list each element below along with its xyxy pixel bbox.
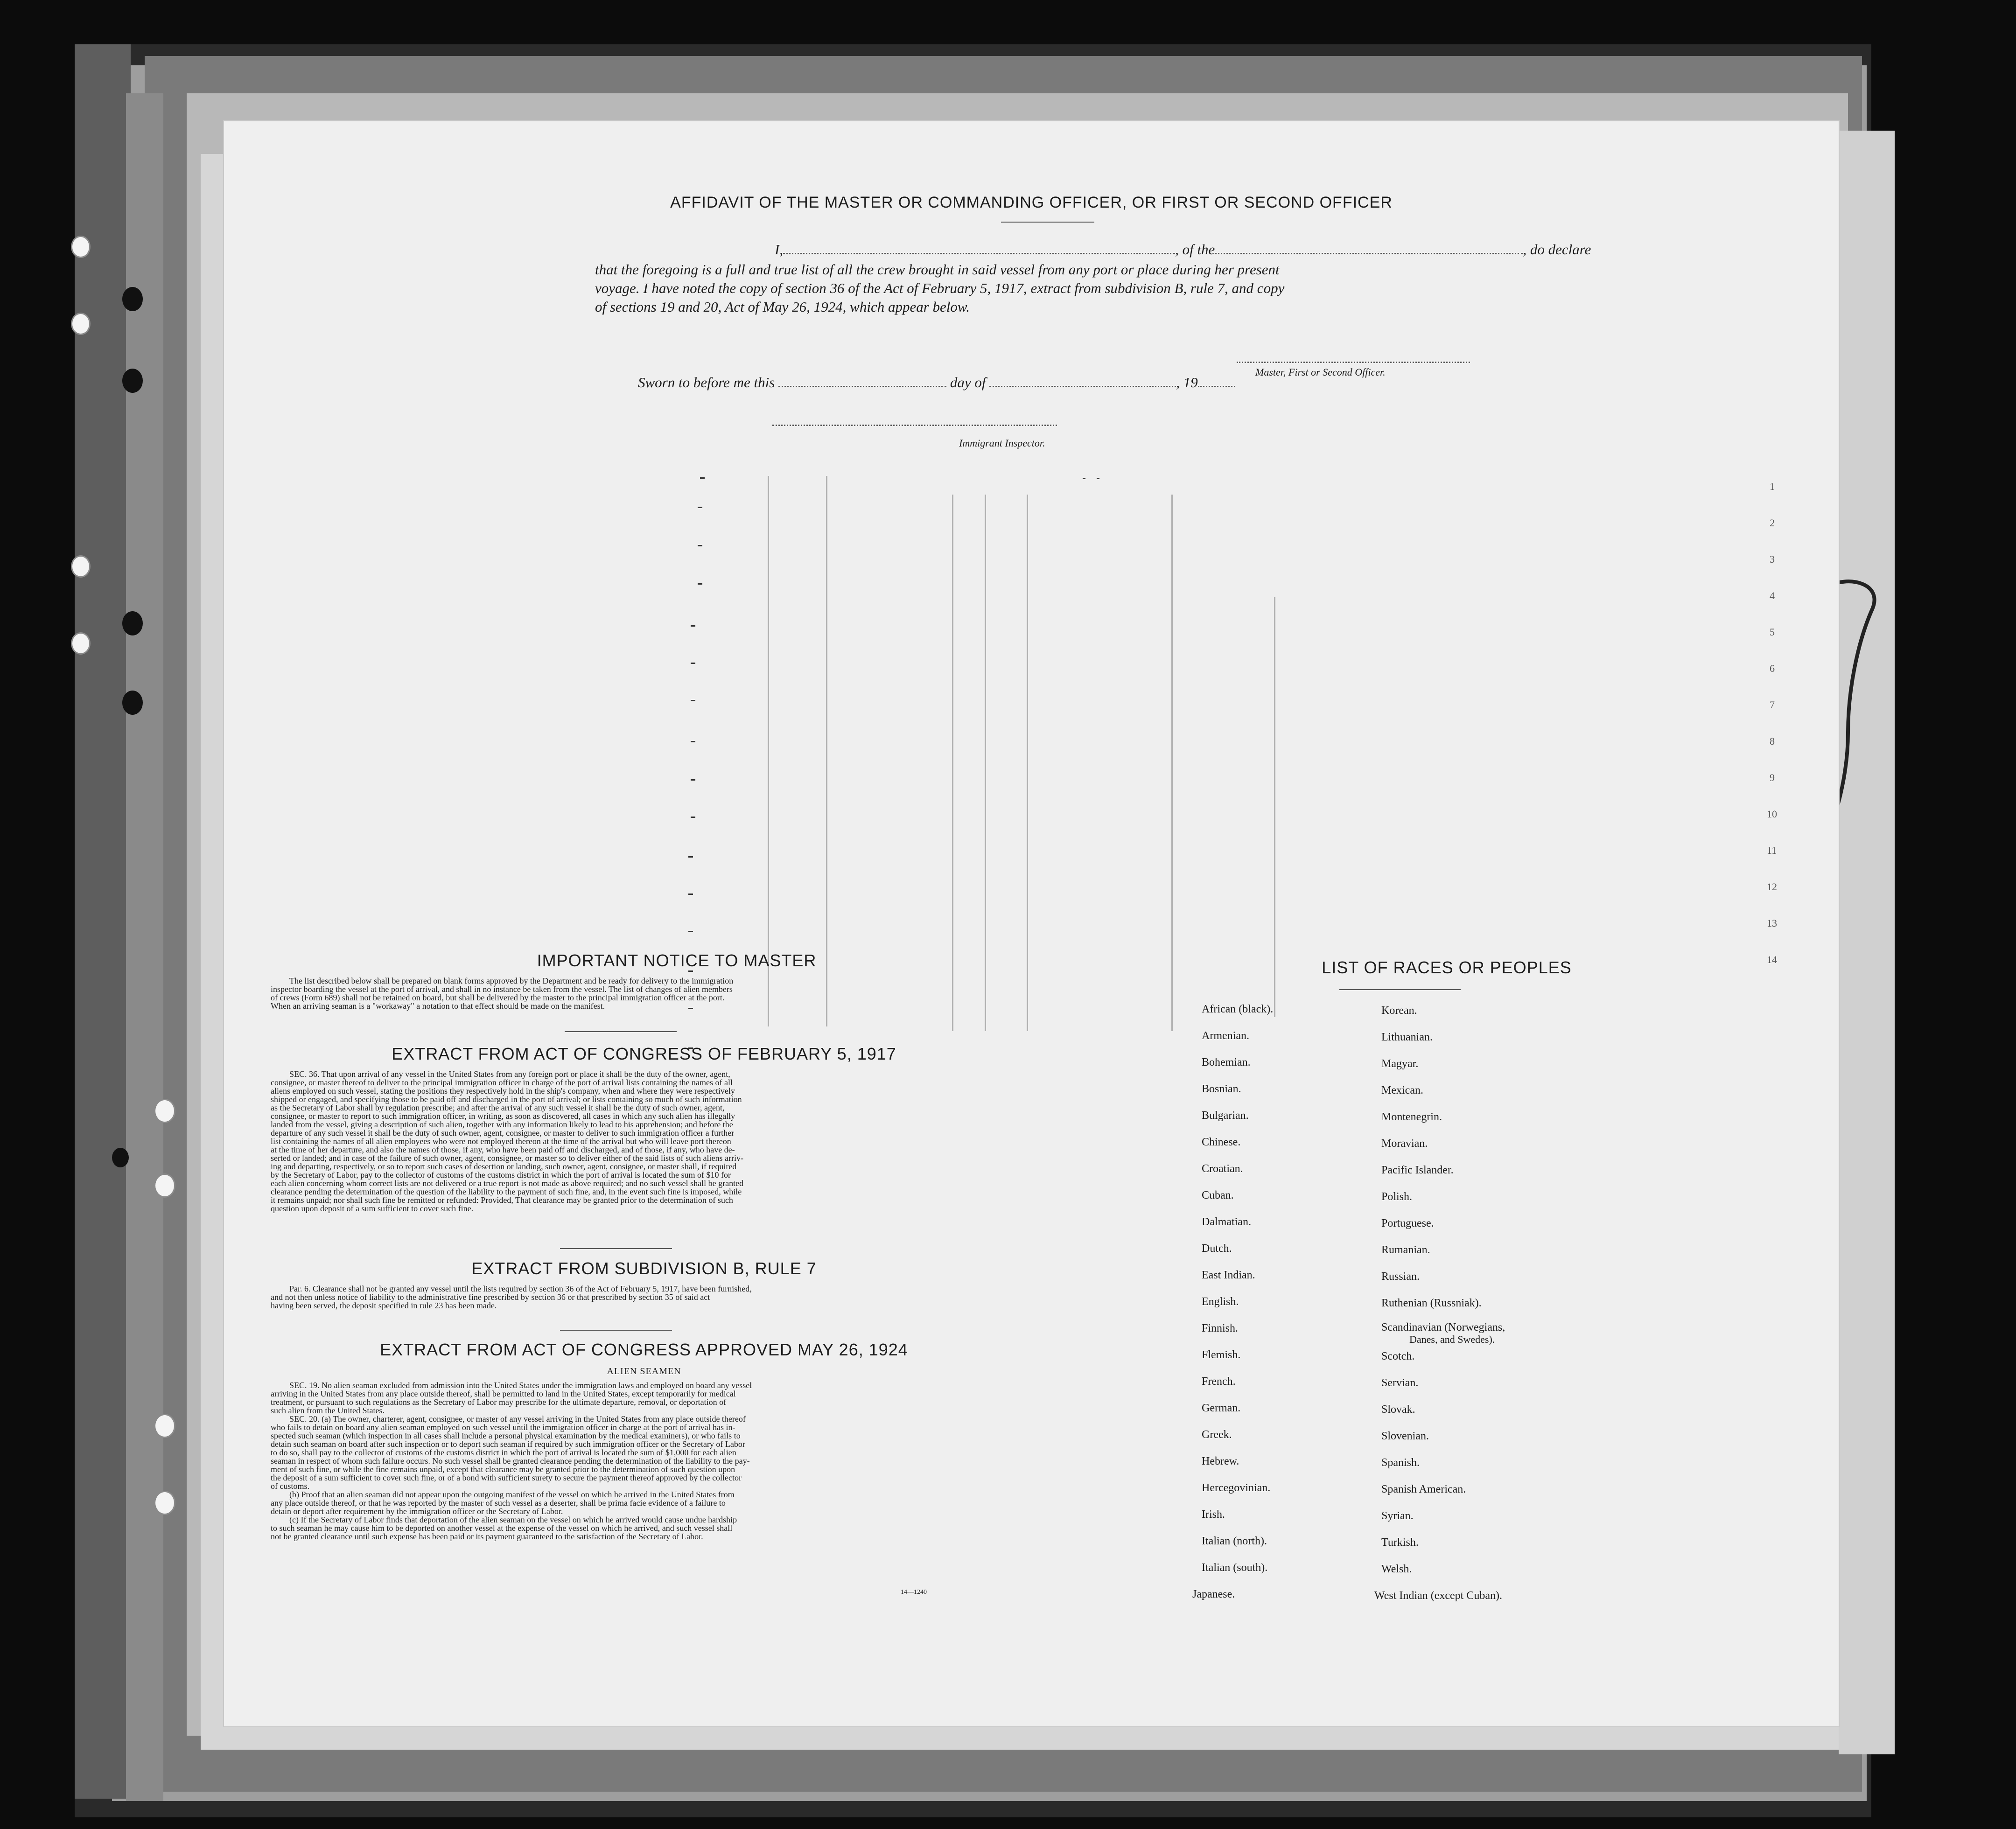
extract-line: detain or deport after requirement by the immigration officer or the Secretary of Labor.: [271, 1507, 563, 1516]
punch-hole: [71, 236, 91, 258]
notice-title: IMPORTANT NOTICE TO MASTER: [537, 951, 817, 970]
bleed-line: [1171, 495, 1173, 1031]
race-item: Slovak.: [1381, 1403, 1415, 1416]
race-item: Flemish.: [1202, 1349, 1241, 1361]
inspector-signature-field[interactable]: [772, 420, 1057, 426]
margin-number: 11: [1767, 845, 1777, 856]
race-item: Spanish American.: [1381, 1483, 1466, 1495]
bleed-tick: [688, 856, 693, 858]
margin-number: 13: [1767, 917, 1777, 929]
race-item: Polish.: [1381, 1191, 1413, 1203]
race-item: Scotch.: [1381, 1350, 1415, 1362]
affidavit-title: AFFIDAVIT OF THE MASTER OR COMMANDING OFFICER, OR FIRST OR SECOND OFFICER: [670, 194, 1393, 211]
race-item: Chinese.: [1202, 1136, 1241, 1148]
extract-line: to such seaman he may cause him to be deported on another vessel at the expense of the vessel on which he arrived, and such vessel shall: [271, 1523, 733, 1533]
punch-hole: [154, 1414, 175, 1438]
margin-number: 5: [1770, 626, 1775, 638]
punch-hole: [154, 1173, 175, 1198]
section-rule: [560, 1330, 672, 1331]
race-item: Finnish.: [1202, 1322, 1239, 1334]
alien-seamen-subtitle: ALIEN SEAMEN: [607, 1366, 681, 1376]
bleed-tick: [691, 625, 695, 627]
race-item: Japanese.: [1192, 1588, 1235, 1600]
race-item: Moravian.: [1381, 1138, 1428, 1150]
race-item: English.: [1202, 1296, 1239, 1308]
margin-number: 2: [1770, 517, 1775, 529]
bleed-tick: [691, 779, 695, 781]
extract-line: by the Secretary of Labor, pay to the collector of customs of the customs district in which the port of arrival is located the sum of $10 for: [271, 1170, 731, 1180]
race-item: Croatian.: [1202, 1163, 1243, 1175]
sworn-year-field[interactable]: [1198, 386, 1235, 387]
race-item: French.: [1202, 1375, 1236, 1388]
punch-hole: [122, 287, 143, 311]
extract-line: serted or landed; and in case of the failure of such owner, agent, consignee, or master so to deliver either of the said lists of such aliens arriv-: [271, 1153, 743, 1163]
race-item: Bosnian.: [1202, 1083, 1241, 1095]
race-item: Dalmatian.: [1202, 1216, 1251, 1228]
sworn-line: [638, 373, 1235, 392]
bleed-tick: [688, 970, 693, 972]
year-label: , 19: [1176, 374, 1198, 391]
extract-line: of customs.: [271, 1481, 309, 1491]
margin-number: 10: [1767, 808, 1777, 820]
bleed-tick: [691, 663, 695, 664]
extract-line: ing and departing, respectively, or so to report such cases of desertion or landing, such owner, agent, consignee, or master shall, if required: [271, 1162, 737, 1171]
extract-line: such alien from the United States.: [271, 1406, 385, 1415]
binding-strip: [75, 44, 131, 1799]
title-rule: [1001, 222, 1094, 223]
race-item: Hercegovinian.: [1202, 1482, 1271, 1494]
punch-hole: [122, 691, 143, 715]
margin-number: 4: [1770, 590, 1775, 601]
extract-line: who fails to detain on board any alien seaman employed on such vessel until the immigration officer in charge at the port of arrival has in-: [271, 1423, 735, 1432]
extract-line: any place outside thereof, or that he was reported by the master of such vessel as a deserter, shall be prima facie evidence of a failure to: [271, 1498, 726, 1508]
race-item: Syrian.: [1381, 1510, 1414, 1522]
sworn-label: Sworn to before me this: [638, 374, 775, 391]
race-item: Scandinavian (Norwegians,: [1381, 1321, 1505, 1333]
bleed-tick: [691, 817, 695, 818]
bleed-tick: [698, 583, 702, 585]
underlying-page-edge: [1839, 131, 1895, 1754]
race-item: Pacific Islander.: [1381, 1164, 1454, 1176]
extract-line: (c) If the Secretary of Labor finds that deportation of the alien seaman on the vessel on which he arrived would cause undue hardship: [289, 1515, 737, 1524]
extract-1924-body: [271, 1381, 1027, 1541]
bleed-line: [826, 476, 827, 1026]
punch-hole: [71, 632, 91, 655]
vessel-field[interactable]: [1215, 253, 1523, 254]
bleed-line: [768, 476, 769, 1026]
race-item-continued: Danes, and Swedes).: [1409, 1333, 1495, 1345]
section-rule: [565, 1031, 677, 1032]
extract-line: aliens employed on such vessel, stating the positions they respectively hold in the ship's company, when and where they were respectively: [271, 1086, 735, 1096]
punch-hole: [71, 555, 91, 578]
sworn-month-field[interactable]: [989, 386, 1176, 387]
extract-line: not be granted clearance until such expense has been paid or its payment guaranteed to the satisfaction of the Secretary of Labor.: [271, 1532, 703, 1541]
margin-number: 6: [1770, 663, 1775, 674]
margin-number: 12: [1767, 881, 1777, 893]
inspector-label: Immigrant Inspector.: [959, 437, 1045, 449]
punch-hole: [122, 369, 143, 393]
race-item: Portuguese.: [1381, 1217, 1434, 1229]
extract-line: SEC. 36. That upon arrival of any vessel in the United States from any foreign port or place it shall be the duty of the owner, agent,: [289, 1069, 730, 1079]
punch-hole: [154, 1099, 175, 1123]
extract-line: Par. 6. Clearance shall not be granted any vessel until the lists required by section 36 of the Act of February 5, 1917, have been furnished,: [289, 1284, 752, 1293]
race-item: Slovenian.: [1381, 1430, 1429, 1442]
punch-hole: [122, 611, 143, 635]
extract-line: to do so, shall pay to the collector of customs of the customs district in which the port of arrival is located the sum of $1,000 for each alien: [271, 1448, 736, 1457]
extract-line: question upon deposit of a sum sufficient to cover such fine.: [271, 1204, 474, 1213]
extract-line: having been served, the deposit specified in rule 23 has been made.: [271, 1301, 497, 1310]
race-item: Rumanian.: [1381, 1244, 1430, 1256]
race-item: Armenian.: [1202, 1030, 1249, 1042]
do-declare-label: , do declare: [1523, 241, 1591, 258]
bleed-tick: [1083, 478, 1085, 479]
race-item: Korean.: [1381, 1005, 1417, 1017]
notice-line: When an arriving seaman is a "workaway" a notation to that effect should be made on the manifest.: [271, 1001, 605, 1011]
extract-line: detain such seaman on board after such inspection or to deport such seaman if required by such immigration officer or the Secretary of Labor: [271, 1439, 745, 1449]
race-item: Servian.: [1381, 1377, 1419, 1389]
statement-line-2: voyage. I have noted the copy of section 36 of the Act of February 5, 1917, extract from subdivision B, rule 7, and copy: [595, 280, 1285, 296]
races-title: LIST OF RACES OR PEOPLES: [1322, 958, 1572, 977]
bleed-tick: [698, 507, 702, 508]
statement-line-1: that the foregoing is a full and true list of all the crew brought in said vessel from any port or place during her present: [595, 261, 1280, 278]
extract-line: and not then unless notice of liability to the administrative fine prescribed by section 36 or that prescribed by section 35 of said act: [271, 1292, 710, 1302]
extract-rule7-body: [271, 1284, 1027, 1310]
race-item: Italian (north).: [1202, 1535, 1267, 1547]
margin-number: 14: [1767, 954, 1777, 965]
bleed-tick: [1097, 478, 1099, 479]
punch-hole: [71, 313, 91, 335]
margin-number: 3: [1770, 553, 1775, 565]
race-item: Bulgarian.: [1202, 1110, 1249, 1122]
extract-line: each alien concerning whom correct lists are not delivered or a true report is not made as above required; and no such vessel shall be granted: [271, 1179, 744, 1188]
bleed-tick: [688, 894, 693, 895]
extract-line: ment of such fine, or while the fine remains unpaid, except that clearance may be granted prior to the determination of such question upon: [271, 1465, 735, 1474]
race-item: East Indian.: [1202, 1269, 1255, 1281]
punch-hole: [112, 1148, 129, 1167]
statement-line-3: of sections 19 and 20, Act of May 26, 1924, which appear below.: [595, 299, 970, 315]
notice-line: inspector boarding the vessel at the port of arrival, and shall in no instance be taken from the vessel. The list of changes of alien members: [271, 984, 733, 994]
sworn-day-field[interactable]: [778, 386, 946, 387]
race-item: Magyar.: [1381, 1058, 1419, 1070]
race-item: Greek.: [1202, 1429, 1232, 1441]
extract-line: arriving in the United States from any place outside thereof, shall be permitted to land in the United States, except temporarily for medical: [271, 1389, 736, 1398]
race-item: Irish.: [1202, 1508, 1225, 1521]
race-item: Cuban.: [1202, 1189, 1234, 1201]
margin-number: 8: [1770, 735, 1775, 747]
bleed-tick: [700, 477, 705, 479]
extract-line: consignee, or master to report to such immigration officer, in writing, as soon as discovered, all cases in which any such alien has illegally: [271, 1111, 735, 1121]
race-item: Montenegrin.: [1381, 1111, 1442, 1123]
extract-line: list containing the names of all alien employees who were not employed thereon at the time of the arrival but who will leave port thereon: [271, 1137, 731, 1146]
race-item: Ruthenian (Russniak).: [1381, 1297, 1482, 1309]
race-item: Mexican.: [1381, 1084, 1423, 1096]
form-number: 14—1240: [901, 1589, 927, 1596]
extract-line: landed from the vessel, giving a description of such alien, together with any information likely to lead to his apprehension; and before the: [271, 1120, 733, 1129]
margin-number: 7: [1770, 699, 1775, 711]
race-item: Welsh.: [1381, 1563, 1412, 1575]
day-of-label: day of: [950, 374, 986, 391]
race-item: Lithuanian.: [1381, 1031, 1433, 1043]
extract-line: treatment, or pursuant to such regulations as the Secretary of Labor may prescribe for the ultimate departure, removal, or deportation of: [271, 1397, 727, 1407]
extract-line: (b) Proof that an alien seaman did not appear upon the outgoing manifest of the vessel on which he arrived in the United States from: [289, 1490, 735, 1499]
punch-hole: [154, 1491, 175, 1515]
race-item: Hebrew.: [1202, 1455, 1239, 1467]
margin-number: 9: [1770, 772, 1775, 783]
race-item: Turkish.: [1381, 1536, 1419, 1549]
notice-line: of crews (Form 689) shall not be retained on board, but shall be delivered by the master to the principal immigration officer at the port.: [271, 993, 725, 1002]
bleed-tick: [698, 545, 702, 546]
officer-signature-field[interactable]: [1237, 357, 1470, 363]
race-item: African (black).: [1202, 1003, 1274, 1015]
bleed-tick: [691, 741, 695, 742]
section-rule: [560, 1248, 672, 1249]
extract-line: it remains unpaid; nor shall such fine be remitted or refunded: Provided, That clearance may be granted prior to the determination of such: [271, 1195, 733, 1205]
form-page: [224, 121, 1839, 1726]
extract-line: SEC. 20. (a) The owner, charterer, agent, consignee, or master of any vessel arriving in the United States from any place outside thereof: [289, 1414, 746, 1424]
extract-1924-title: EXTRACT FROM ACT OF CONGRESS APPROVED MAY 26, 1924: [380, 1340, 908, 1359]
of-the-label: , of the: [1175, 241, 1215, 258]
extract-rule7-title: EXTRACT FROM SUBDIVISION B, RULE 7: [471, 1259, 817, 1278]
extract-line: consignee, or master thereof to deliver to the principal immigration officer in charge of the port of arrival lists containing the names of all: [271, 1078, 733, 1087]
margin-number: 1: [1770, 481, 1775, 492]
extract-line: at the time of her departure, and also the names of those, if any, who have been paid off and discharged, and of those, if any, who have de-: [271, 1145, 735, 1154]
officer-label: Master, First or Second Officer.: [1255, 366, 1386, 378]
races-rule: [1339, 989, 1461, 990]
race-item: German.: [1202, 1402, 1241, 1414]
bleed-tick: [688, 931, 693, 932]
extract-line: SEC. 19. No alien seaman excluded from admission into the United States under the immigration laws and employed on board any vessel: [289, 1381, 752, 1390]
i-label: I,: [775, 241, 784, 258]
extract-line: clearance pending the determination of the question of the liability to the payment of such fine, and, in the event such fine is imposed, while: [271, 1187, 742, 1196]
extract-line: spected such seaman (which inspection in all cases shall include a personal physical examination by the medical examiners), or who fails to: [271, 1431, 741, 1440]
extract-line: the deposit of a sum sufficient to cover such fine, or of a bond with sufficient surety to secure the payment thereof approved by the collector: [271, 1473, 742, 1482]
notice-body: [271, 977, 1027, 1010]
extract-line: departure of any such vessel it shall be the duty of such owner, agent, consignee, or master to deliver to such immigration officer a further: [271, 1128, 735, 1138]
race-item: West Indian (except Cuban).: [1374, 1590, 1502, 1602]
notice-line: The list described below shall be prepared on blank forms approved by the Department and be ready for delivery to the immigration: [289, 976, 734, 985]
extract-line: as the Secretary of Labor shall by regulation prescribe; and after the arrival of any such vessel it shall be the duty of such owner, agent,: [271, 1103, 725, 1112]
name-field[interactable]: [783, 253, 1175, 254]
bleed-tick: [691, 700, 695, 701]
binding-strip-inner: [126, 93, 163, 1801]
race-item: Spanish.: [1381, 1457, 1420, 1469]
race-item: Bohemian.: [1202, 1056, 1251, 1068]
race-item: Dutch.: [1202, 1243, 1232, 1255]
extract-line: seaman in respect of whom such failure occurs. No such vessel shall be granted clearance pending the determination of the liability to the pay-: [271, 1456, 750, 1466]
extract-line: shipped or engaged, and specifying those to be paid off and discharged in the port of arrival; or lists containing so much of such information: [271, 1095, 742, 1104]
race-item: Russian.: [1381, 1271, 1420, 1283]
extract-1917-body: [271, 1070, 1027, 1213]
bleed-line: [1274, 597, 1275, 1017]
extract-1917-title: EXTRACT FROM ACT OF CONGRESS OF FEBRUARY 5, 1917: [392, 1044, 896, 1063]
affidavit-declaration: [551, 240, 1745, 259]
race-item: Italian (south).: [1202, 1562, 1268, 1574]
